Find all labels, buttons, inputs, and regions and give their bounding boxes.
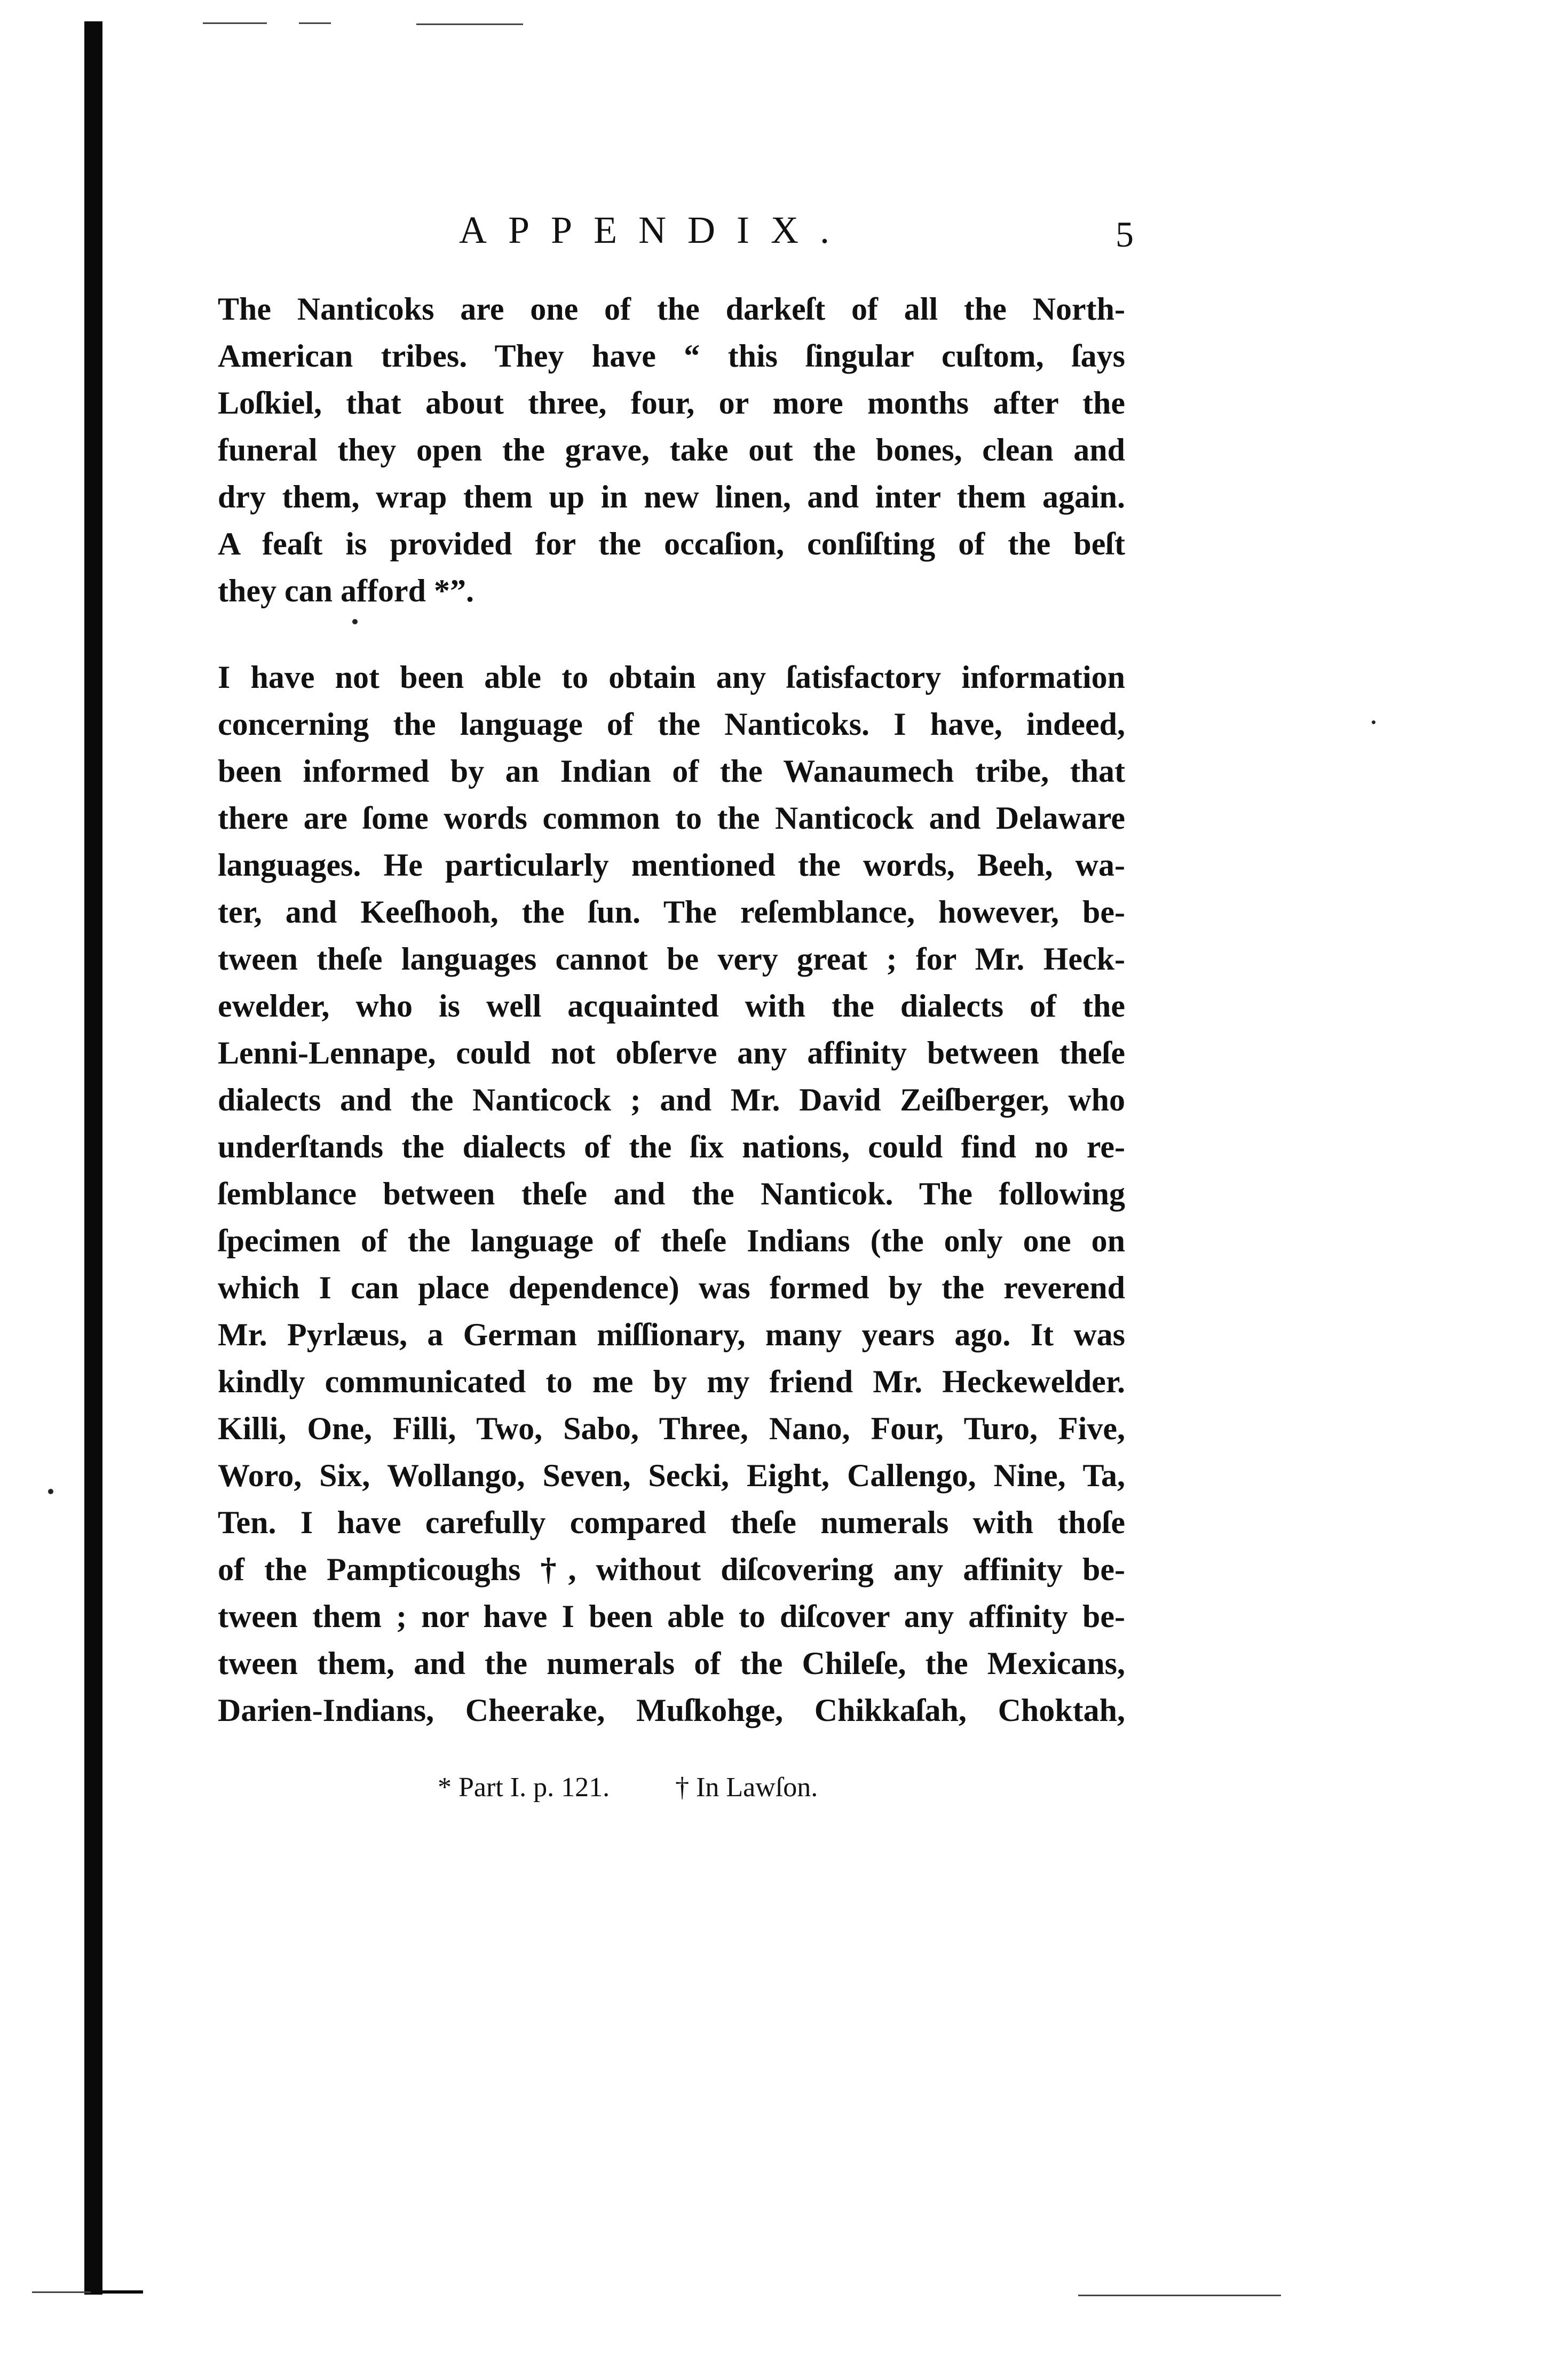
page-number: 5 [1116,214,1134,255]
binding-shadow-foot [100,2290,143,2294]
text-line: there are ſome words common to the Nanticock and Delaware [218,800,1125,836]
binding-shadow [84,21,102,2295]
text-line: ter, and Keeſhooh, the ſun. The reſemblance, however, be- [218,894,1125,930]
text-line: tween them ; nor have I been able to diſcover any affinity be- [218,1599,1125,1634]
speck [1372,720,1375,724]
speck [352,619,358,624]
text-line: which I can place dependence) was formed by the reverend [218,1270,1125,1305]
text-line: kindly communicated to me by my friend Mr. Heckewelder. [218,1364,1125,1399]
text-line: A feaſt is provided for the occaſion, conſiſting of the beſt [218,526,1125,561]
scan-artifact-line [416,23,523,25]
footnotes [438,1772,876,1803]
footnote: † In Lawſon. [675,1772,818,1803]
text-line: Loſkiel, that about three, four, or more months after the [218,385,1125,421]
paragraph-language [218,654,1125,1734]
text-line: been informed by an Indian of the Wanaumech tribe, that [218,753,1125,789]
text-line: dialects and the Nanticock ; and Mr. David Zeiſberger, who [218,1082,1125,1117]
text-line: ſpecimen of the language of theſe Indians (the only one on [218,1223,1125,1258]
text-line: ewelder, who is well acquainted with the dialects of the [218,988,1125,1024]
text-line: Ten. I have carefully compared theſe numerals with thoſe [218,1505,1125,1540]
text-line: tween them, and the numerals of the Chileſe, the Mexicans, [218,1646,1125,1681]
text-line: Killi, One, Filli, Two, Sabo, Three, Nano, Four, Turo, Five, [218,1411,1125,1446]
text-line: The Nanticoks are one of the darkeſt of all the North- [218,291,1125,327]
footnote: * Part I. p. 121. [438,1772,610,1803]
text-line: tween theſe languages cannot be very great ; for Mr. Heck- [218,941,1125,977]
scan-artifact-line [203,22,267,24]
paragraph-nanticoks [218,285,1125,614]
text-line: Darien-Indians, Cheerake, Muſkohge, Chikkaſah, Choktah, [218,1693,1125,1728]
text-line: American tribes. They have “ this ſingular cuſtom, ſays [218,338,1125,374]
text-line: of the Pampticoughs †, without diſcovering any affinity be- [218,1552,1125,1587]
text-line: Mr. Pyrlæus, a German miſſionary, many years ago. It was [218,1317,1125,1352]
text-line: I have not been able to obtain any ſatisfactory information [218,660,1125,695]
text-line: Woro, Six, Wollango, Seven, Secki, Eight, Callengo, Nine, Ta, [218,1458,1125,1493]
scan-artifact-line [1078,2295,1281,2296]
running-head: APPENDIX. [459,209,851,251]
text-line: funeral they open the grave, take out the bones, clean and [218,432,1125,467]
text-line: Lenni-Lennape, could not obſerve any affinity between theſe [218,1035,1125,1070]
speck [48,1489,53,1494]
text-line: ſemblance between theſe and the Nanticok. The following [218,1176,1125,1211]
scan-artifact-line [32,2291,91,2293]
text-line: dry them, wrap them up in new linen, and inter them again. [218,479,1125,514]
text-line: languages. He particularly mentioned the words, Beeh, wa- [218,847,1125,883]
scan-artifact-line [299,22,331,24]
text-line: concerning the language of the Nanticoks. I have, indeed, [218,707,1125,742]
text-line: underſtands the dialects of the ſix nations, could find no re- [218,1129,1125,1164]
text-line: they can afford *”. [218,573,474,608]
